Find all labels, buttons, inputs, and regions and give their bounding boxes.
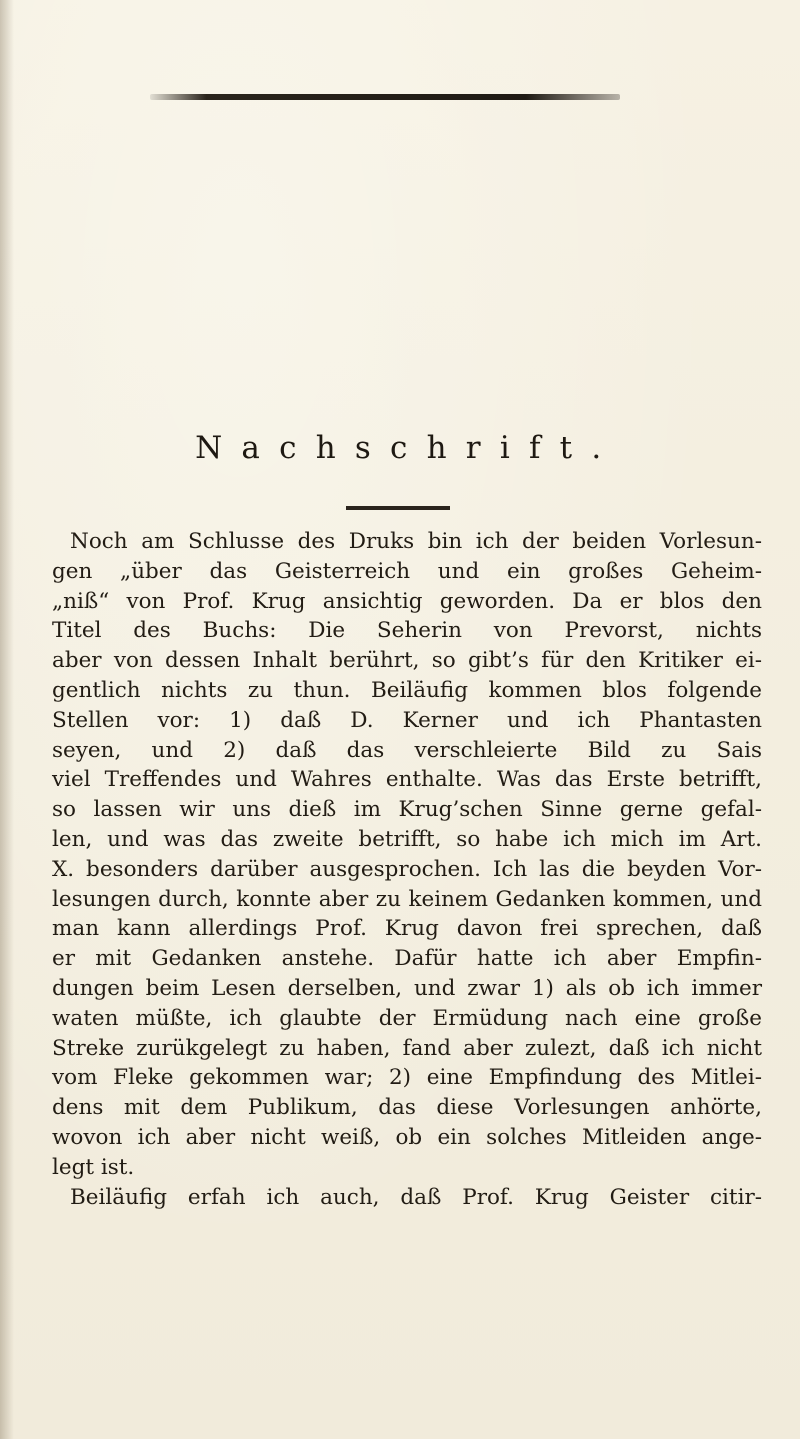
section-heading: Nachschrift. (195, 430, 621, 466)
text-line: Streke zurükgelegt zu haben, fand aber zulezt, daß ich nicht (52, 1035, 762, 1061)
text-line: X. besonders darüber ausgesprochen. Ich las die beyden Vor- (52, 856, 762, 882)
text-line: Titel des Buchs: Die Seherin von Prevorst, nichts (52, 618, 762, 644)
text-line: lesungen durch, konnte aber zu keinem Gedanken kommen, und (52, 886, 762, 912)
text-line: dens mit dem Publikum, das diese Vorlesungen anhörte, (52, 1095, 762, 1121)
top-rule (150, 94, 620, 100)
text-line: man kann allerdings Prof. Krug davon frei sprechen, daß (52, 916, 762, 942)
text-line: wovon ich aber nicht weiß, ob ein solches Mitleiden ange- (52, 1124, 762, 1150)
text-line: „niß“ von Prof. Krug ansichtig geworden. Da er blos den (52, 588, 762, 614)
page-edge-shadow (0, 0, 14, 1439)
body-text (52, 527, 762, 1212)
text-line: legt ist. (52, 1154, 135, 1180)
text-line: so lassen wir uns dieß im Krug’schen Sinne gerne gefal- (52, 797, 762, 823)
text-line: vom Fleke gekommen war; 2) eine Empfindung des Mitlei- (52, 1065, 762, 1091)
text-line: dungen beim Lesen derselben, und zwar 1) als ob ich immer (52, 975, 762, 1001)
text-line: Beiläufig erfah ich auch, daß Prof. Krug Geister citir- (70, 1184, 762, 1210)
heading-rule (346, 506, 450, 510)
text-line: seyen, und 2) daß das verschleierte Bild zu Sais (52, 737, 762, 763)
text-line: gentlich nichts zu thun. Beiläufig kommen blos folgende (52, 677, 762, 703)
text-line: aber von dessen Inhalt berührt, so gibt’s für den Kritiker ei- (52, 648, 762, 674)
text-line: gen „über das Geisterreich und ein großes Geheim- (52, 558, 762, 584)
text-line: Stellen vor: 1) daß D. Kerner und ich Phantasten (52, 707, 762, 733)
text-line: len, und was das zweite betrifft, so habe ich mich im Art. (52, 826, 762, 852)
text-line: viel Treffendes und Wahres enthalte. Was das Erste betrifft, (52, 767, 762, 793)
text-line: waten müßte, ich glaubte der Ermüdung nach eine große (52, 1005, 762, 1031)
text-line: Noch am Schlusse des Druks bin ich der beiden Vorlesun- (70, 529, 762, 554)
text-line: er mit Gedanken anstehe. Dafür hatte ich aber Empfin- (52, 946, 762, 972)
